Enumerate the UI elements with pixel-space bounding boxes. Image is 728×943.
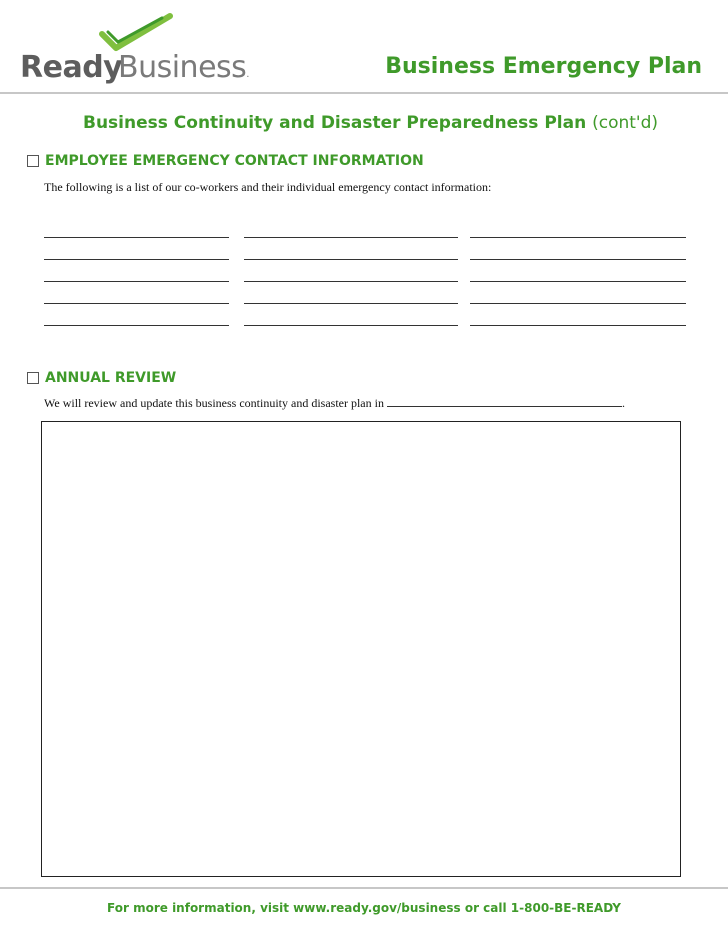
review-section-heading — [27, 370, 176, 386]
contact-blank-line[interactable] — [470, 259, 686, 260]
contact-blank-line[interactable] — [470, 303, 686, 304]
contact-intro: The following is a list of our co-workers and their individual emergency contact information: — [44, 180, 492, 194]
contact-blank-line[interactable] — [44, 259, 229, 260]
checkbox-icon[interactable] — [27, 372, 39, 384]
review-heading-text: ANNUAL REVIEW — [45, 370, 177, 386]
contact-blank-line[interactable] — [470, 237, 686, 238]
review-text — [44, 396, 625, 411]
subtitle-cont: (cont'd) — [592, 113, 659, 133]
contact-blank-line[interactable] — [44, 281, 229, 282]
contact-heading-text: EMPLOYEE EMERGENCY CONTACT INFORMATION — [45, 153, 424, 169]
logo-mark: . — [246, 69, 249, 80]
contact-blank-line[interactable] — [44, 325, 229, 326]
review-sentence: We will review and update this business continuity and disaster plan in — [44, 396, 384, 410]
checkbox-icon[interactable] — [27, 155, 39, 167]
contact-blank-line[interactable] — [470, 281, 686, 282]
header-rule — [0, 92, 728, 94]
header-title: Business Emergency Plan — [385, 54, 702, 79]
contact-blank-line[interactable] — [44, 303, 229, 304]
contact-blank-line[interactable] — [244, 325, 458, 326]
page-subtitle — [83, 113, 658, 133]
logo-business-text: Business — [118, 50, 247, 85]
contact-blank-line[interactable] — [244, 259, 458, 260]
contact-blank-line[interactable] — [244, 303, 458, 304]
subtitle-main: Business Continuity and Disaster Preparedness Plan — [83, 113, 587, 133]
review-date-field[interactable] — [387, 396, 622, 407]
logo-word-ready: Ready — [20, 50, 123, 85]
footer-text: For more information, visit www.ready.gov/business or call 1-800-BE-READY — [107, 901, 621, 915]
contact-blank-line[interactable] — [244, 281, 458, 282]
logo-word-business — [118, 50, 249, 85]
notes-box[interactable] — [41, 421, 681, 877]
contact-blank-line[interactable] — [44, 237, 229, 238]
contact-section-heading — [27, 153, 424, 169]
checkmark-icon — [98, 12, 178, 54]
contact-blank-line[interactable] — [470, 325, 686, 326]
contact-blank-line[interactable] — [244, 237, 458, 238]
footer-rule — [0, 887, 728, 889]
review-end: . — [621, 396, 625, 410]
ready-business-logo — [20, 12, 270, 90]
